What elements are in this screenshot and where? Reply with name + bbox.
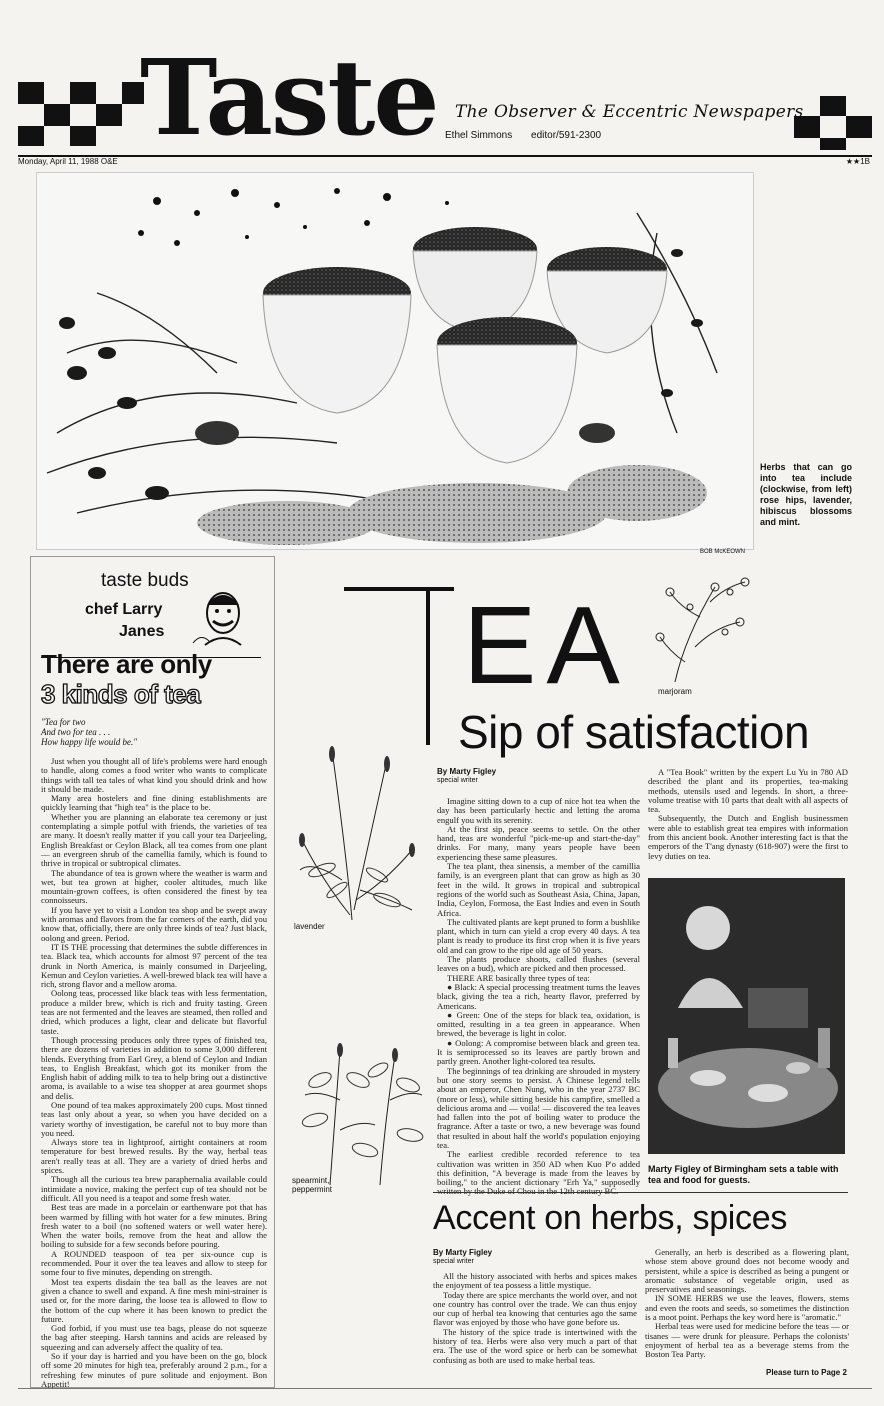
paragraph: Oolong teas, processed like black teas with less fermentation, produce a milder brew, which is rich and fruity tasting. Green teas are not fermented and the leaves are steamed, then rolled and dried, which produces a light, clear and delicate but flavorful taste.: [41, 988, 267, 1036]
paragraph: THERE ARE basically three types of tea:: [447, 972, 590, 983]
headline-line: There are only: [41, 649, 212, 679]
byline: By Marty Figley: [433, 1248, 493, 1257]
page-number: ★★1B: [845, 157, 870, 166]
marjoram-illustration: [655, 567, 755, 687]
illustration-label: marjoram: [658, 687, 692, 696]
story-body: [645, 1248, 849, 1366]
paragraph: Many area hostelers and fine dining establishments are quickly learning that "high tea" is the place to be.: [41, 793, 267, 813]
story-headline: Accent on herbs, spices: [433, 1199, 788, 1237]
editor-line: [445, 130, 617, 141]
paragraph: The plants produce shoots, called flushes (several leaves on a bud), which are picked and then processed.: [437, 954, 640, 974]
accent-story-column-2: [645, 1248, 849, 1366]
paragraph: ● Oolong: A compromise between black and green tea. It is semiprocessed so its leaves are partly brown and partly green. Another light-colored tea results.: [437, 1037, 640, 1067]
column-author: chef Larry: [85, 601, 163, 618]
checker-block: [96, 104, 122, 126]
byline-role: special writer: [433, 1258, 474, 1265]
story-body: [437, 796, 640, 1197]
column-headline: [41, 649, 267, 709]
dateline: Monday, April 11, 1988 O&E: [18, 157, 118, 166]
paragraph: The cultivated plants are kept pruned to form a bushlike plant, which in turn can yield a crop every 40 days. A tea plant is ready to produce its first crop when it is five years old and can grow to the ripe old age of 50 years.: [437, 916, 640, 955]
checker-block: [820, 96, 846, 116]
paragraph: Generally, an herb is described as a flowering plant, whose stem above ground does not become woody and persistent, while a spice is described as being a pungent or aromatic substance of vegetable origin, used as preservatives and seasonings.: [645, 1247, 849, 1295]
taste-buds-column: [30, 556, 275, 1388]
paragraph: Subsequently, the Dutch and English businessmen were able to establish great tea empires with information from this ancient book. Another interesting fact is that the emperors of the T'ang dynasty (618-907) were the first to levy duties on tea.: [648, 813, 848, 861]
checker-block: [44, 104, 70, 126]
illustration-label: lavender: [294, 922, 325, 931]
paragraph: ● Green: One of the steps for black tea, oxidation, is omitted, resulting in a tea green in appearance. When brewed, the beverage is light in color.: [437, 1009, 640, 1039]
checker-block: [70, 126, 96, 146]
editor-phone: editor/591-2300: [531, 130, 602, 141]
story-headline: Sip of satisfaction: [458, 706, 810, 758]
editor-name: Ethel Simmons: [445, 130, 513, 141]
divider: [18, 1388, 872, 1389]
paragraph: Today there are spice merchants the world over, and not one country has control over the trade. We can thus enjoy our cup of herbal tea knowing that centuries ago the same flavor was enjoyed by those who have gone before us.: [433, 1289, 637, 1328]
section-title: Taste: [140, 36, 438, 159]
paragraph: Though all the curious tea brew paraphernalia available could intimidate a novice, making the perfect cup of tea should not be difficult. All you need is a teapot and some fresh water.: [41, 1174, 267, 1203]
paragraph: A ROUNDED teaspoon of tea per six-ounce cup is recommended. Pour it over the tea leaves and allow to steep for some four to five minutes, depending on strength.: [41, 1248, 267, 1278]
divider: [433, 1192, 848, 1193]
story-body: [648, 768, 848, 868]
herbs-photo-illustration: [37, 173, 753, 549]
newspaper-name: The Observer & Eccentric Newspapers: [455, 102, 804, 122]
paragraph: Most tea experts disdain the tea ball as the leaves are not given a chance to swell and expand. A fine mesh mini-strainer is used or, for the more daring, the loose tea is allowed to flow to the bottom of the cup where it has been known to predict the future.: [41, 1276, 267, 1324]
paragraph: Whether you are planning an elaborate tea ceremony or just contemplating a simple potful with friends, the varieties of tea are many. It doesn't really matter if you call your tea Darjeeling, English Breakfast or Ceylon Black, all tea comes from one plant — an evergreen shrub of the camellia family, which is found to thrive in tropical or subtropical climates.: [41, 811, 267, 869]
checker-block: [18, 126, 44, 146]
taste-buds-header: [41, 565, 261, 658]
paragraph: The beginnings of tea drinking are shrouded in mystery but one story seems to persist. A Chinese legend tells about an emperor, Chen Nung, who in the year 2737 BC (more or less), while sitting beside his campfire, smelled a delicious aroma and — voila! — discovered the tea leaves had fallen into the pot of boiling water to produce the fragrance. After a taste or two, a new beverage was found that resulted in about half the world's population enjoying tea.: [437, 1065, 640, 1150]
paragraph: At the first sip, peace seems to settle. On the other hand, teas are wonderful "pick-me-up and start-the-day" drinks. For many, many years people have been experiencing these same pleasures.: [437, 823, 640, 862]
byline-role: special writer: [437, 777, 478, 784]
tea-story-column-1: [437, 767, 640, 1197]
paragraph: Best teas are made in a porcelain or earthenware pot that has been warmed by filling with hot water for a few minutes. Bring fresh water to a boil (no softened waters or well water here). When the water boils, remove from the heat and allow the boiling to subside for a few seconds before pouring.: [41, 1202, 267, 1250]
opening-quote: "Tea for two And two for tea . . . How happy life would be.": [41, 717, 138, 747]
column-body: [41, 756, 267, 1389]
paragraph: The tea plant, thea sinensis, a member of the camillia family, is an evergreen plant that can grow as high as 30 feet in the wild. It grows in tropical and subtropical regions of the world such as Southeast Asia, China, Japan, India, Ceylon, Formosa, the East Indies and even in South Africa.: [437, 861, 640, 918]
spearmint-illustration: [290, 1040, 430, 1185]
checker-block: [846, 116, 872, 138]
lavender-illustration: [292, 740, 420, 920]
paragraph: Imagine sitting down to a cup of nice hot tea when the day has been particularly hectic and letting the aroma engulf you with its serenity.: [437, 796, 640, 825]
column-author: Janes: [119, 623, 165, 640]
photo-caption: Marty Figley of Birmingham sets a table with tea and food for guests.: [648, 1164, 839, 1185]
paragraph: Though processing produces only three types of finished tea, there are dozens of varieties in addition to some 3,000 different blends. Everything from Earl Grey, a blend of Ceylon and Indian teas, to English Breakfast, which got its moniker from the English habit of adding milk to tea to help bring out a distinctive aroma, is available to a wise tea shopper at area gourmet shops and delis.: [41, 1034, 267, 1101]
figley-photo: [648, 878, 845, 1154]
tea-headline-ea: EA: [463, 584, 630, 707]
paragraph: The earliest credible recorded reference to tea cultivation was written in 350 AD when Kuo P'o added this definition, "A beverage is made from the leaves by boiling," to the ancient dictionary "Erh Ya," supposedly written by the Duke of Chou in the 12th century BC.: [437, 1149, 640, 1197]
paragraph: The history of the spice trade is intertwined with the history of tea. Herbs were also very much a part of that era. The use of the word spice or herb can be somewhat confusing as both are used to make herbal teas.: [433, 1326, 637, 1365]
paragraph: IT IS THE processing that determines the subtle differences in tea. Black tea, which accounts for almost 97 percent of the tea drunk in North America, is mainly consumed in Darjeeling, Kemun and Ceylon varieties. A well-brewed black tea will have a rich, strong flavor and a mellow aroma.: [41, 941, 267, 990]
paragraph: Herbal teas were used for medicine before the teas — or tisanes — were drunk for pleasure. Perhaps the colonists' enjoyment of herbal tea as a beverage stems from the Boston Tea Party.: [645, 1321, 849, 1360]
paragraph: Always store tea in lightproof, airtight containers at room temperature for best brewed results. By the way, herbal teas aren't really teas at all. They are a variety of dried herbs and spices.: [41, 1137, 267, 1176]
paragraph: ● Black: A special processing treatment turns the leaves black, giving the tea a rich, hearty flavor, preferred by Americans.: [437, 981, 640, 1011]
checker-block: [18, 82, 44, 104]
tea-letter-t-stem: [426, 587, 430, 745]
illustration-label: spearmint, peppermint: [292, 1176, 333, 1194]
checker-block: [70, 82, 96, 104]
photo-caption: Herbs that can go into tea include (clockwise, from left) rose hips, lavender, hibiscus blossoms and mint.: [760, 462, 852, 527]
headline-line: 3 kinds of tea: [41, 679, 201, 709]
photo-credit: BOB McKEOWN: [700, 549, 746, 555]
paragraph: Just when you thought all of life's problems were hard enough to handle, along comes a food writer who wants to complicate things with tall tea tales of what kind you should drink and how it should be made.: [41, 756, 267, 794]
paragraph: A "Tea Book" written by the expert Lu Yu in 780 AD described the plant and its properties, tea-making methods, utensils used and legends. In short, a three-volume treatise with 10 parts that dealt with all aspects of tea.: [648, 767, 848, 815]
paragraph: One pound of tea makes approximately 200 cups. Most tinned teas last only about a year, so when you have decided on a variety worthy of investigation, be careful not to buy more than you need.: [41, 1099, 267, 1138]
chef-portrait-icon: [191, 585, 255, 649]
tea-story-column-2: [648, 768, 848, 868]
figley-photo-illustration: [648, 878, 845, 1154]
paragraph: The abundance of tea is grown where the weather is warm and wet, but tea grown at higher, cooler altitudes, much like mountain-grown coffees, is often considered the finest by tea connoisseurs.: [41, 867, 267, 906]
column-label: taste buds: [101, 570, 189, 591]
byline: By Marty Figley: [437, 767, 497, 776]
continued-line: Please turn to Page 2: [766, 1368, 847, 1377]
paragraph: IN SOME HERBS we use the leaves, flowers, stems and even the roots and seeds, so sometimes the distinction is a moot point. Perhaps the key word here is "aromatic.": [645, 1293, 849, 1323]
paragraph: So if your day is harried and you have been on the go, block off some 20 minutes for high tea, preferably around 2 p.m., for a refreshing few minutes of pure solitude and enjoyment. Bon Appetit!: [41, 1351, 267, 1389]
accent-story-column-1: [433, 1248, 637, 1397]
tea-letter-t-bar: [344, 587, 454, 591]
herbs-photo: [36, 172, 754, 550]
divider: [18, 155, 872, 157]
paragraph: All the history associated with herbs and spices makes the enjoyment of tea possess a little mystique.: [433, 1271, 637, 1291]
story-body: [433, 1272, 637, 1397]
paragraph: God forbid, if you must use tea bags, please do not squeeze the bag after steeping. Harsh tannins and acids are released by squeezing and can adversely affect the quality of tea.: [41, 1323, 267, 1352]
paragraph: If you have yet to visit a London tea shop and be swept away with aromas and flavors from the far corners of the earth, did you know that, officially, there are only three kinds of tea? Just black, oolong and green. Period.: [41, 904, 267, 943]
checker-block: [820, 138, 846, 150]
